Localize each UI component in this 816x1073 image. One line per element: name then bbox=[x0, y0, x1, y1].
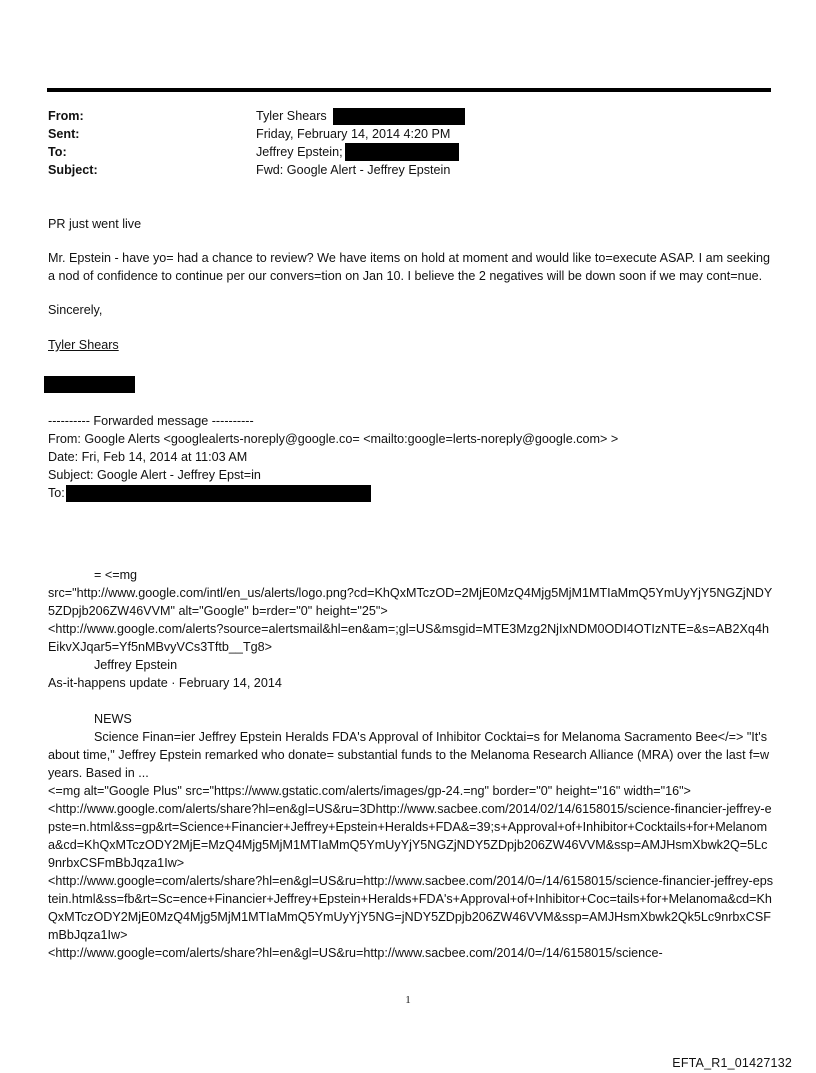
page-number: 1 bbox=[405, 994, 411, 1006]
to-value: Jeffrey Epstein; bbox=[256, 145, 343, 159]
redaction-box bbox=[333, 108, 465, 125]
alert-img-line: = <=mg bbox=[94, 568, 138, 582]
message-paragraph: Mr. Epstein - have yo= had a chance to review? We have items on hold at moment and would like to=execute ASAP. I am seeking a nod of confidence to continue per our convers=tion on Jan 10. I believe the 2 negatives will be down soon if we may cont=nue. bbox=[48, 251, 770, 283]
from-value: Tyler Shears bbox=[256, 109, 327, 123]
redaction-box bbox=[345, 143, 459, 161]
alert-gplus: <=mg alt="Google Plus" src="https://www.gstatic.com/alerts/images/gp-24.=ng" border="0" height="16" width="16"> bbox=[48, 784, 691, 798]
alert-content bbox=[48, 566, 774, 962]
subject-label: Subject: bbox=[48, 163, 98, 177]
alert-share-link: <http://www.google=com/alerts/share?hl=en&gl=US&ru=http://www.sacbee.com/2014/0=/14/6158015/science-financier-jeffrey-epstein.html&ss=fb&rt=Sc=ence+Financier+Jeffrey+Epstein+Heralds+FDA's+Approval+of+Inhibitor+Coc=tails+for+Melanoma&cd=KhQxMTczODY2MjE0MzQ4Mjg5MjM1MTIaMmQ5YmUyYjY5NG=jNDY5ZDpjb206ZW46VVM&ssp=AMJHsmXbwk2Qk5Lc9nrbxCSFmBbJqza1Iw> bbox=[48, 874, 774, 942]
message-body bbox=[48, 215, 774, 354]
subject-value: Fwd: Google Alert - Jeffrey Epstein bbox=[256, 163, 451, 177]
alert-share-link: <http://www.google=com/alerts/share?hl=en&gl=US&ru=http://www.sacbee.com/2014/0=/14/6158015/science- bbox=[48, 946, 663, 960]
redaction-box bbox=[44, 376, 135, 393]
forwarded-from: From: Google Alerts <googlealerts-noreply@google.co= <mailto:google=lerts-noreply@google.com> > bbox=[48, 432, 619, 446]
closing: Sincerely, bbox=[48, 303, 103, 317]
to-label: To: bbox=[48, 145, 67, 159]
forwarded-divider: ---------- Forwarded message ---------- bbox=[48, 414, 254, 428]
alert-src-line: src="http://www.google.com/intl/en_us/alerts/logo.png?cd=KhQxMTczOD=2MjE0MzQ4Mjg5MjM1MTIaMmQ5YmUyYjY5NGZjNDY5ZDpjb206ZW46VVM" alt="Google" b=rder="0" height="25"> bbox=[48, 586, 773, 618]
signature bbox=[48, 336, 774, 354]
header-rule bbox=[47, 88, 771, 92]
forwarded-subject: Subject: Google Alert - Jeffrey Epst=in bbox=[48, 468, 261, 482]
from-label: From: bbox=[48, 109, 84, 123]
sent-label: Sent: bbox=[48, 127, 80, 141]
alert-href-line: <http://www.google.com/alerts?source=alertsmail&hl=en&am=;gl=US&msgid=MTE3Mzg2NjIxNDM0ODI4OTIzNTE=&s=AB2Xq4hEikvXJqar5=Yf5nMBvyVCs3Tftb__Tg8> bbox=[48, 622, 769, 654]
sent-value: Friday, February 14, 2014 4:20 PM bbox=[256, 127, 451, 141]
alert-article: Science Finan=ier Jeffrey Epstein Heralds FDA's Approval of Inhibitor Cocktai=s for Melanoma Sacramento Bee</=> "It's about time," Jeffrey Epstein remarked who donate= substantial funds to the Melanoma Research Alliance (MRA) over the last f=w years. Based in ... bbox=[48, 730, 770, 780]
alert-update: As-it-happens update · February 14, 2014 bbox=[48, 676, 282, 690]
alert-name: Jeffrey Epstein bbox=[94, 658, 178, 672]
forwarded-date: Date: Fri, Feb 14, 2014 at 11:03 AM bbox=[48, 450, 248, 464]
bates-number: EFTA_R1_01427132 bbox=[672, 1056, 792, 1070]
signature-name: Tyler Shears bbox=[48, 338, 119, 352]
alert-share-link: <http://www.google.com/alerts/share?hl=en&gl=US&ru=3Dhttp://www.sacbee.com/2014/02/14/6158015/science-financier-jeffrey-epste=n.html&ss=gp&rt=Science+Financier+Jeffrey+Epstein+Heralds+FDA&=39;s+Approval+of+Inhibitor+Cocktails+for+Melanoma&cd=KhQxMTczODY2MjE=MzQ4Mjg5MjM1MTIaMmQ5YmUyYjY5NGZjNDY5ZDpjb206ZW46VVM&ssp=AMJHsmXbwk2Q=5Lc9nrbxCSFmBbJqza1Iw> bbox=[48, 802, 772, 870]
redaction-box bbox=[66, 485, 371, 502]
message-line: PR just went live bbox=[48, 217, 142, 231]
alert-news-label: NEWS bbox=[94, 712, 132, 726]
forwarded-to: To: bbox=[48, 486, 65, 500]
